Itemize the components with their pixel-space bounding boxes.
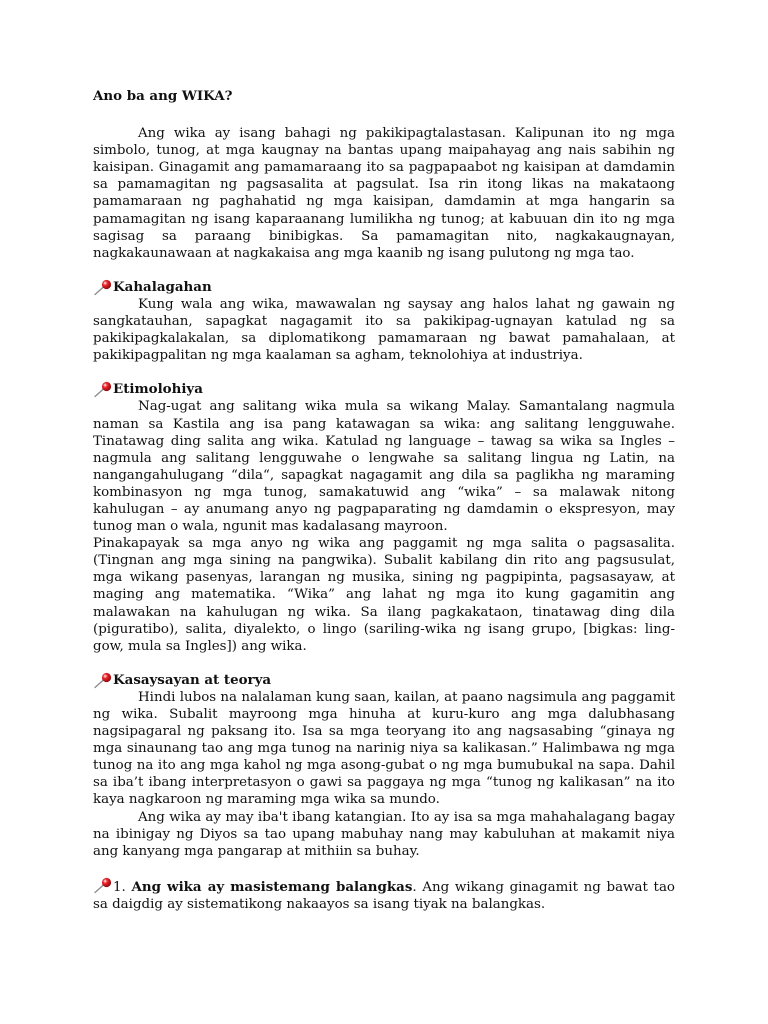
heading-text: Etimolohiya [113,381,203,398]
section-kahalagahan [93,279,675,364]
item-text: . Ang wikang ginagamit ng bawat tao sa daigdig ay sistematikong nakaayos sa isang tiyak na balangkas. [93,879,675,912]
heading-text: Kahalagahan [113,278,212,295]
item-number: 1. [113,879,126,895]
section-paragraph: Kung wala ang wika, mawawalan ng saysay ang halos lahat ng gawain ng sangkatauhan, sapagkat nagagamit ito sa pakikipag-ugnayan katulad ng sa pakikipagkalakalan, sa diplomatikong pamamaraan ng bawat pamahalaan, at pakikipagpalitan ng mga kaalaman sa agham, teknolohiya at industriya. [93,296,675,364]
section-etimolohiya [93,381,675,655]
section-heading [93,381,675,398]
intro-paragraph: Ang wika ay isang bahagi ng pakikipagtalastasan. Kalipunan ito ng mga simbolo, tunog, at mga kaugnay na bantas upang maipahayag ang nais sabihin ng kaisipan. Ginagamit ang pamamaraang ito sa pagpapaabot ng kaisipan at damdamin sa pamamagitan ng pagsasalita at pagsulat. Isa rin itong likas na makataong pamamaraan ng paghahatid ng mga kaisipan, damdamin at mga hangarin sa pamamagitan ng isang kaparaanang lumilikha ng tunog; at kabuuan din ito ng mga sagisag sa paraang binibigkas. Sa pamamagitan nito, nagkakaugnayan, nagkakaunawaan at nagkakaisa ang mga kaanib ng isang pulutong ng mga tao. [93,126,675,261]
section-paragraph: Hindi lubos na nalalaman kung saan, kailan, at paano nagsimula ang paggamit ng wika. Subalit mayroong mga hinuha at kuru-kuro ang mga dalubhasang nagsipagaral ng paksang ito. Isa sa mga teoryang ito ang nagsasabing “ginaya ng mga sinaunang tao ang mga tunog na narinig niya sa kalikasan.” Halimbawa ng mga tunog na ito ang mga kahol ng mga asong-gubat o ng mga bumubukal na sapa. Dahil sa iba’t ibang interpretasyon o gawi sa paggaya ng mga “tunog ng kalikasan” na ito kaya nagkaroon ng maraming mga wika sa mundo. [93,689,675,808]
document-page [93,88,675,913]
section-paragraph: Ang wika ay may iba't ibang katangian. Ito ay isa sa mga mahahalagang bagay na ibinigay ng Diyos sa tao upang mabuhay nang may kabuluhan at makamit niya ang kanyang mga pangarap at mithiin sa buhay. [93,809,675,859]
section-heading [93,672,675,689]
pushpin-icon [93,279,113,296]
heading-text: Kasaysayan at teorya [113,671,272,688]
pushpin-icon [93,877,113,894]
item-bold-text: Ang wika ay masistemang balangkas [131,878,413,895]
pushpin-icon [93,381,113,398]
section-heading [93,279,675,296]
numbered-item [93,877,675,913]
section-paragraph: Pinakapayak sa mga anyo ng wika ang paggamit ng mga salita o pagsasalita. (Tingnan ang mga sining na pangwika). Subalit kabilang din rito ang pagsusulat, mga wikang pasenyas, larangan ng musika, sining ng pagpipinta, pagsasayaw, at maging ang matematika. “Wika” ang lahat ng mga ito kung gagamitin ang malawakan na kahulugan ng wika. Sa ilang pagkakataon, tinatawag ding dila (piguratibo), salita, diyalekto, o lingo (sariling-wika ng isang grupo, [bigkas: ling-gow, mula sa Ingles]) ang wika. [93,536,675,654]
section-kasaysayan [93,672,675,860]
section-paragraph: Nag-ugat ang salitang wika mula sa wikang Malay. Samantalang nagmula naman sa Kastila ang isa pang katawagan sa wika: ang salitang lengguwahe. Tinatawag ding salita ang wika. Katulad ng language – tawag sa wika sa Ingles – nagmula ang salitang lengguwahe o lengwahe sa salitang lingua ng Latin, na nangangahulugang “dila“, sapagkat nagagamit ang dila sa paglikha ng maraming kombinasyon ng mga tunog, samakatuwid ang “wika” – sa malawak nitong kahulugan – ay anumang anyo ng pagpaparating ng damdamin o ekspresyon, may tunog man o wala, ngunit mas kadalasang mayroon. [93,399,675,535]
pushpin-icon [93,672,113,689]
document-title: Ano ba ang WIKA? [93,88,233,104]
section-item-1 [93,877,675,913]
